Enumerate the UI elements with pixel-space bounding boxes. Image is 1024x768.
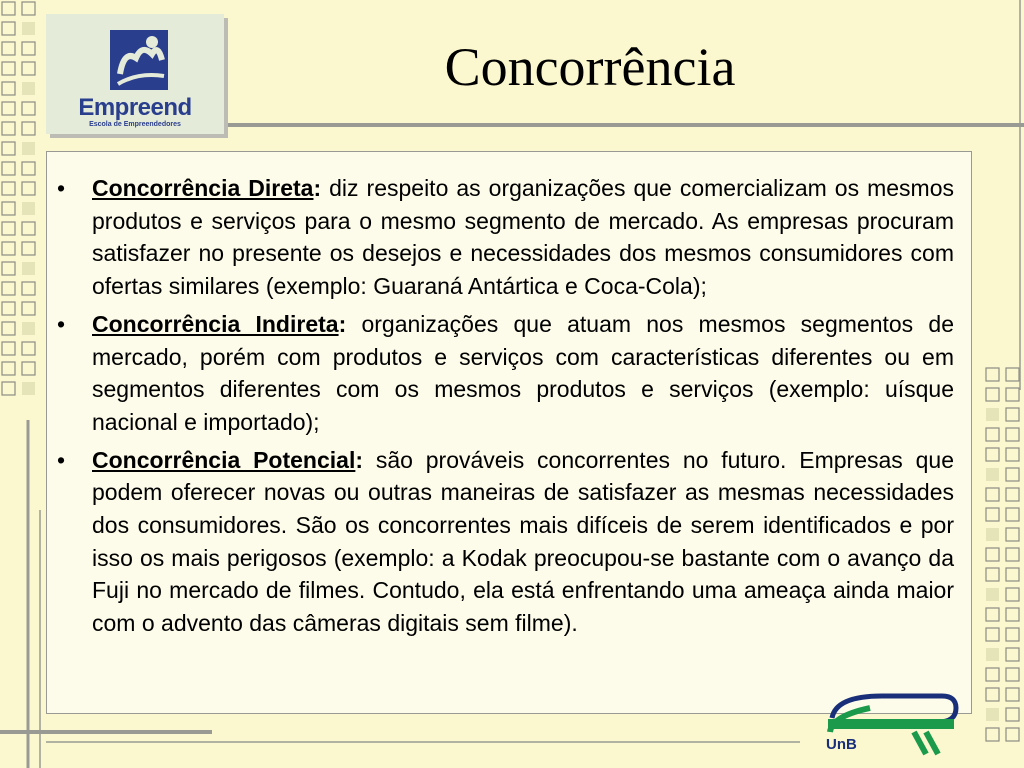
bullet-dot: • bbox=[57, 175, 66, 201]
decor-square bbox=[1006, 448, 1019, 461]
decor-square bbox=[2, 282, 15, 295]
bullet-dot: • bbox=[57, 310, 66, 337]
decor-square bbox=[2, 362, 15, 375]
bullet-list bbox=[57, 172, 954, 645]
decor-square bbox=[986, 588, 999, 601]
decor-square bbox=[1006, 568, 1019, 581]
decor-square bbox=[986, 388, 999, 401]
decor-square bbox=[986, 428, 999, 441]
bullet-colon: : bbox=[338, 310, 347, 337]
decor-square bbox=[22, 102, 35, 115]
decor-square bbox=[986, 668, 999, 681]
decor-square bbox=[986, 548, 999, 561]
bullet-item bbox=[57, 444, 954, 640]
decor-square bbox=[2, 62, 15, 75]
decor-square bbox=[986, 648, 999, 661]
left-square-pattern bbox=[2, 2, 35, 395]
decor-square bbox=[1006, 548, 1019, 561]
bullet-term: Concorrência Indireta bbox=[92, 310, 339, 337]
decor-square bbox=[22, 302, 35, 315]
decor-square bbox=[986, 528, 999, 541]
decor-square bbox=[2, 2, 15, 15]
decor-square bbox=[986, 628, 999, 641]
bullet-text: organizações que atuam nos mesmos segmentos de mercado, porém com produtos e serviços com características diferentes ou em segmentos diferentes com os mesmos produtos e serviços (exemplo: uísque nacional e importado); bbox=[92, 310, 954, 435]
decor-square bbox=[1006, 468, 1019, 481]
decor-square bbox=[22, 182, 35, 195]
content-box bbox=[46, 151, 972, 714]
decor-square bbox=[2, 102, 15, 115]
decor-square bbox=[2, 122, 15, 135]
decor-square bbox=[22, 222, 35, 235]
decor-square bbox=[986, 608, 999, 621]
decor-square bbox=[22, 342, 35, 355]
bullet-text: diz respeito as organizações que comercializam os mesmos produtos e serviços para o mesmo segmento de mercado. As empresas procuram satisfazer no presente os desejos e necessidades dos mesmos consumidores com ofertas similares (exemplo: Guaraná Antártica e Coca-Cola); bbox=[92, 175, 954, 300]
decor-square bbox=[1006, 528, 1019, 541]
bullet-colon: : bbox=[355, 446, 364, 473]
decor-square bbox=[1006, 668, 1019, 681]
decor-square bbox=[986, 688, 999, 701]
decor-square bbox=[22, 362, 35, 375]
decor-square bbox=[2, 322, 15, 335]
decor-square bbox=[22, 282, 35, 295]
decor-square bbox=[22, 42, 35, 55]
decor-square bbox=[2, 42, 15, 55]
bullet-item bbox=[57, 308, 954, 439]
decor-square bbox=[22, 382, 35, 395]
right-square-pattern bbox=[986, 368, 1019, 741]
decor-square bbox=[1006, 588, 1019, 601]
decor-square bbox=[2, 242, 15, 255]
bullet-colon: : bbox=[313, 175, 322, 201]
decor-square bbox=[986, 728, 999, 741]
decor-square bbox=[1006, 688, 1019, 701]
slide-title: Concorrência bbox=[444, 37, 736, 97]
bullet-dot: • bbox=[57, 446, 66, 473]
decor-square bbox=[2, 342, 15, 355]
logo-name: Empreend bbox=[78, 94, 192, 121]
decor-square bbox=[22, 82, 35, 95]
decor-square bbox=[1006, 648, 1019, 661]
decor-square bbox=[22, 262, 35, 275]
decor-square bbox=[1006, 628, 1019, 641]
decor-square bbox=[2, 382, 15, 395]
bullet-text: são prováveis concorrentes no futuro. Empresas que podem oferecer novas ou outras maneiras de satisfazer as mesmas necessidades dos consumidores. São os concorrentes mais difíceis de serem identificados e por isso os mais perigosos (exemplo: a Kodak preocupou-se bastante com o avanço da Fuji no mercado de filmes. Contudo, ela está enfrentando uma ameaça ainda maior com o advento das câmeras digitais sem filme). bbox=[92, 446, 954, 637]
decor-square bbox=[2, 302, 15, 315]
decor-square bbox=[986, 568, 999, 581]
decor-square bbox=[986, 468, 999, 481]
decor-square bbox=[22, 202, 35, 215]
decor-square bbox=[22, 322, 35, 335]
decor-square bbox=[22, 22, 35, 35]
decor-square bbox=[986, 708, 999, 721]
decor-square bbox=[1006, 728, 1019, 741]
decor-square bbox=[1006, 608, 1019, 621]
decor-square bbox=[1006, 408, 1019, 421]
decor-square bbox=[2, 202, 15, 215]
unb-label: UnB bbox=[826, 736, 857, 753]
decor-square bbox=[986, 488, 999, 501]
decor-square bbox=[986, 368, 999, 381]
decor-square bbox=[2, 142, 15, 155]
decor-square bbox=[2, 22, 15, 35]
bullet-term: Concorrência Potencial bbox=[92, 446, 356, 473]
decor-square bbox=[22, 142, 35, 155]
decor-square bbox=[1006, 428, 1019, 441]
decor-square bbox=[986, 408, 999, 421]
decor-square bbox=[1006, 488, 1019, 501]
decor-square bbox=[1006, 388, 1019, 401]
decor-square bbox=[22, 2, 35, 15]
bullet-term: Concorrência Direta bbox=[92, 175, 314, 201]
decor-square bbox=[2, 82, 15, 95]
decor-square bbox=[986, 448, 999, 461]
decor-square bbox=[2, 182, 15, 195]
logo-subtitle: Escola de Empreendedores bbox=[89, 121, 181, 128]
empreend-logo bbox=[46, 14, 224, 134]
decor-square bbox=[1006, 368, 1019, 381]
decor-square bbox=[22, 122, 35, 135]
decor-square bbox=[22, 242, 35, 255]
decor-square bbox=[1006, 708, 1019, 721]
decor-square bbox=[1006, 508, 1019, 521]
decor-square bbox=[22, 62, 35, 75]
decor-square bbox=[2, 262, 15, 275]
bullet-item bbox=[57, 172, 954, 303]
decor-square bbox=[2, 162, 15, 175]
decor-square bbox=[2, 222, 15, 235]
decor-square bbox=[22, 162, 35, 175]
decor-square bbox=[986, 508, 999, 521]
